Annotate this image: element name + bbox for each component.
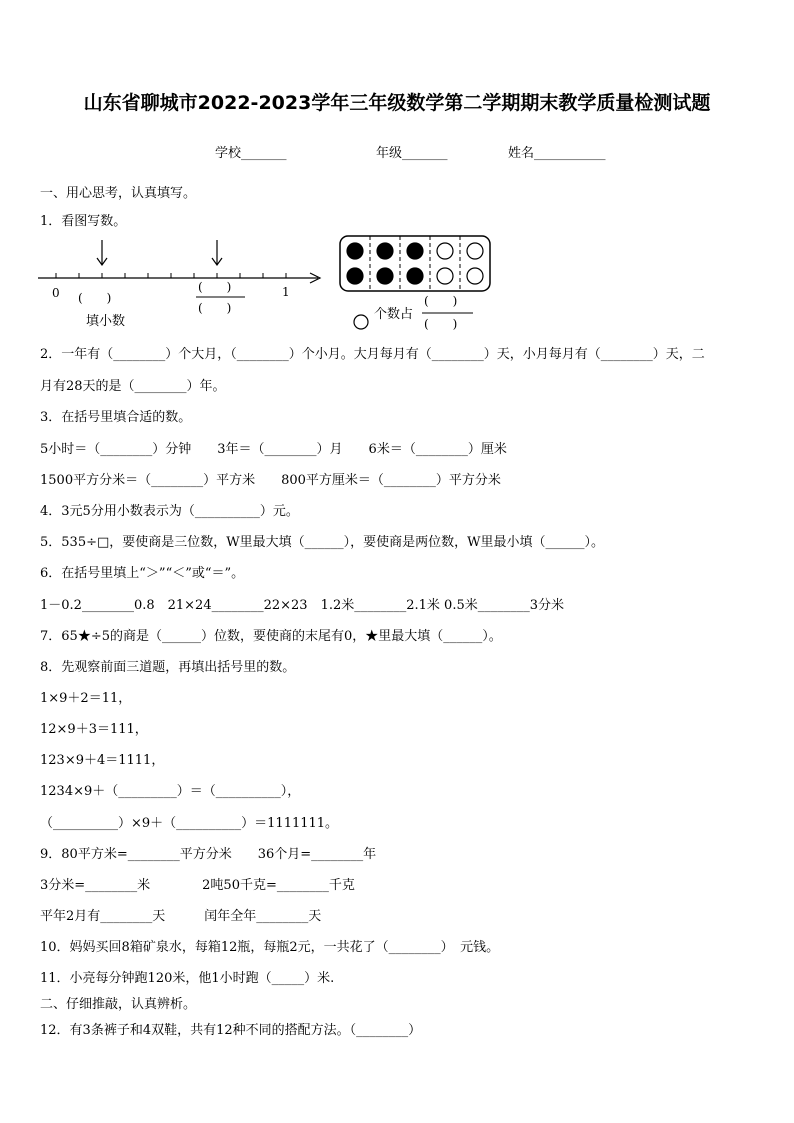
page-title: 山东省聊城市2022-2023学年三年级数学第二学期期末教学质量检测试题 bbox=[83, 92, 711, 114]
question-9: 9．80平方米=________平方分米 36个月=________年 bbox=[40, 847, 377, 862]
question-4: 4．3元5分用小数表示为（__________）元。 bbox=[40, 504, 299, 519]
circle-count-label: 个数占 bbox=[374, 307, 414, 322]
question-2-cont: 月有28天的是（________）年。 bbox=[40, 379, 226, 394]
question-2: 2．一年有（________）个大月，（________）个小月。大月每月有（________）天，小月每月有（________）天，二 bbox=[40, 347, 705, 362]
question-3-row-2: 1500平方分米＝（________）平方米 800平方厘米＝（________）平方分米 bbox=[40, 473, 501, 488]
empty-dot bbox=[437, 268, 453, 284]
question-9-row-2: 3分米=________米 2吨50千克=________千克 bbox=[40, 878, 355, 893]
fill-decimal-label: 填小数 bbox=[86, 314, 126, 329]
filled-dot bbox=[377, 268, 393, 284]
down-arrow-icon bbox=[212, 240, 222, 265]
question-6-row: 1－0.2________0.8 21×24________22×23 1.2米________2.1米 0.5米________3分米 bbox=[40, 598, 564, 613]
section-1-heading: 一、用心思考，认真填写。 bbox=[40, 186, 197, 201]
question-5: 5．535÷□，要使商是三位数，W里最大填（______），要使商是两位数，W里最小填（______）。 bbox=[40, 535, 604, 550]
fraction-numerator: ( ) bbox=[198, 280, 232, 294]
question-1: 1．看图写数。 bbox=[40, 214, 127, 229]
label-one: 1 bbox=[282, 285, 290, 299]
fraction-denominator: ( ) bbox=[198, 301, 232, 315]
school-field: 学校_______ bbox=[215, 146, 287, 161]
question-9-row-3: 平年2月有________天 闰年全年________天 bbox=[40, 909, 322, 924]
question-12: 12．有3条裤子和4双鞋，共有12种不同的搭配方法。（________） bbox=[40, 1023, 422, 1038]
question-6: 6．在括号里填上“＞”“＜”或“＝”。 bbox=[40, 566, 245, 581]
filled-dot bbox=[407, 268, 423, 284]
question-7: 7．65★÷5的商是（______）位数，要使商的末尾有0，★里最大填（______）。 bbox=[40, 629, 502, 644]
question-10: 10．妈妈买回8箱矿泉水，每箱12瓶，每瓶2元，一共花了（________） 元钱。 bbox=[40, 940, 500, 955]
empty-dot bbox=[437, 243, 453, 259]
question-8-eq-1: 1×9＋2＝11， bbox=[40, 691, 132, 706]
filled-dot bbox=[347, 268, 363, 284]
grid-fraction-numerator: ( ) bbox=[424, 294, 458, 308]
question-8-eq-3: 123×9＋4＝1111， bbox=[40, 753, 165, 768]
circle-icon bbox=[354, 315, 368, 329]
name-field: 姓名___________ bbox=[508, 146, 606, 161]
question-8-eq-4: 1234×9＋（_________）＝（__________）， bbox=[40, 784, 301, 799]
decimal-blank: ( ) bbox=[78, 291, 112, 305]
question-3: 3．在括号里填合适的数。 bbox=[40, 410, 192, 425]
filled-dot bbox=[377, 243, 393, 259]
grade-field: 年级_______ bbox=[376, 146, 448, 161]
filled-dot bbox=[347, 243, 363, 259]
question-3-row-1: 5小时＝（________）分钟 3年＝（________）月 6米＝（________）厘米 bbox=[40, 442, 507, 457]
label-zero: 0 bbox=[52, 286, 60, 300]
question-8-eq-2: 12×9＋3＝111， bbox=[40, 722, 148, 737]
question-8: 8．先观察前面三道题，再填出括号里的数。 bbox=[40, 660, 296, 675]
empty-dot bbox=[467, 268, 483, 284]
number-line bbox=[38, 273, 320, 283]
filled-dot bbox=[407, 243, 423, 259]
empty-dot bbox=[467, 243, 483, 259]
question-1-figure bbox=[30, 230, 500, 340]
question-11: 11．小亮每分钟跑120米，他1小时跑（_____）米. bbox=[40, 971, 335, 986]
dot-grid bbox=[340, 236, 490, 291]
grid-fraction-denominator: ( ) bbox=[424, 317, 458, 331]
down-arrow-icon bbox=[97, 240, 107, 265]
section-2-heading: 二、仔细推敲，认真辨析。 bbox=[40, 997, 197, 1012]
question-8-eq-5: （__________）×9＋（__________）＝1111111。 bbox=[40, 816, 339, 831]
